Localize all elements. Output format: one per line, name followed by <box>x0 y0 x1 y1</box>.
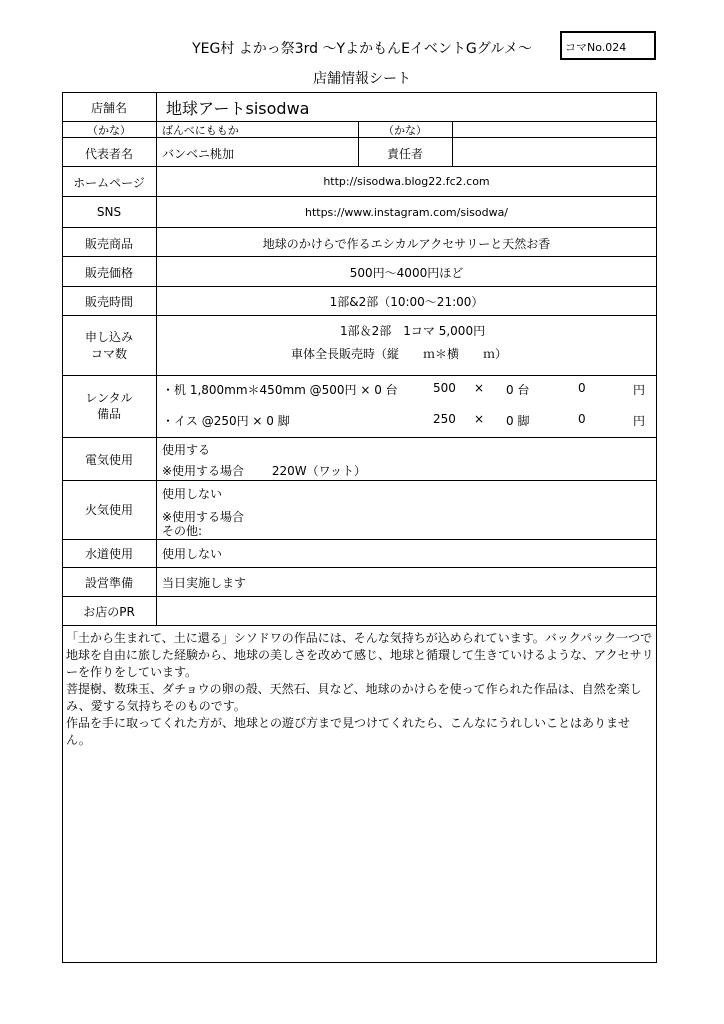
rental-desk-item: ・机 1,800mm＊450mm @500円 × 0 台 <box>162 383 398 397</box>
electricity-label: 電気使用 <box>84 453 133 467</box>
row-divider <box>62 166 657 167</box>
sns-label: SNS <box>96 205 122 219</box>
row-divider <box>62 315 657 316</box>
rental-desk-total: 0 <box>578 381 586 395</box>
row-divider <box>62 567 657 568</box>
application-label-line2: コマ数 <box>90 347 127 361</box>
rental-chair-item: ・イス @250円 × 0 脚 <box>162 414 290 428</box>
products-value: 地球のかけらで作るエシカルアクセサリーと天然お香 <box>262 237 551 251</box>
price-label: 販売価格 <box>84 266 133 280</box>
homepage-url: http://sisodwa.blog22.fc2.com <box>323 175 490 188</box>
rental-desk-qty: 0 台 <box>506 383 530 397</box>
products-label: 販売商品 <box>84 237 133 251</box>
fire-label: 火気使用 <box>84 503 133 517</box>
fire-line2: ※使用する場合 <box>162 510 245 524</box>
kana-label: （かな） <box>87 124 131 137</box>
rental-chair-x: × <box>474 412 485 426</box>
row-divider <box>62 256 657 257</box>
row-divider <box>62 437 657 438</box>
electricity-line2: ※使用する場合 220W（ワット） <box>162 464 367 478</box>
kana-label-2: （かな） <box>383 124 427 137</box>
koma-number-box: コマNo.024 <box>560 31 656 60</box>
sheet-title: 店舗情報シート <box>313 71 411 87</box>
shop-name-value: 地球アートsisodwa <box>166 99 310 118</box>
row-divider <box>62 286 657 287</box>
column-divider <box>156 92 157 625</box>
price-value: 500円〜4000円ほど <box>349 266 464 280</box>
homepage-label: ホームページ <box>73 176 145 190</box>
representative-value: バンベニ桃加 <box>162 147 235 161</box>
sns-url: https://www.instagram.com/sisodwa/ <box>304 206 509 219</box>
water-value: 使用しない <box>162 547 223 561</box>
hours-label: 販売時間 <box>84 295 133 309</box>
manager-label: 責任者 <box>386 147 423 161</box>
rental-label-line2: 備品 <box>96 407 121 421</box>
event-title: YEG村 よかっ祭3rd 〜YよかもんEイベントGグルメ〜 <box>192 41 532 57</box>
rental-desk-x: × <box>474 381 485 395</box>
pr-paragraph: 作品を手に取ってくれた方が、地球との遊び方まで見つけてくれたら、こんなにうれしいことはありません。 <box>66 716 631 747</box>
row-divider <box>62 625 657 626</box>
pr-paragraph: 菩提樹、数珠玉、ダチョウの卵の殻、天然石、貝など、地球のかけらを使って作られた作品は、自然を楽しみ、愛する気持ちそのものです。 <box>66 682 642 713</box>
rental-chair-yen: 円 <box>633 414 646 428</box>
row-divider <box>62 480 657 481</box>
fire-line1: 使用しない <box>162 487 223 501</box>
row-divider <box>62 196 657 197</box>
row-divider <box>62 227 657 228</box>
fire-line3: その他: <box>162 524 203 538</box>
application-label-line1: 申し込み <box>84 330 133 344</box>
form-frame <box>62 92 657 963</box>
setup-label: 設営準備 <box>84 576 133 590</box>
water-label: 水道使用 <box>84 547 133 561</box>
rental-chair-unit: 250 <box>433 412 456 426</box>
hours-value: 1部&2部（10:00〜21:00） <box>329 295 484 309</box>
setup-value: 当日実施します <box>162 576 247 590</box>
rental-desk-yen: 円 <box>633 383 646 397</box>
row-divider <box>62 596 657 597</box>
pr-label: お店のPR <box>83 605 135 619</box>
row-divider <box>62 375 657 376</box>
pr-text <box>66 630 654 749</box>
representative-label: 代表者名 <box>84 147 133 161</box>
electricity-line1: 使用する <box>162 443 211 457</box>
kana-value: ばんべにももか <box>162 124 239 137</box>
column-divider <box>452 121 453 166</box>
pr-paragraph: 「土から生まれて、土に還る」シソドワの作品には、そんな気持ちが込められています。バックパック一つで地球を自由に旅した経験から、地球の美しさを改めて感じ、地球と循環して生きていけるような、アクセサリーを作りをしています。 <box>66 631 654 679</box>
application-line2: 車体全長販売時（縦 ｍ＊横 ｍ） <box>291 347 508 361</box>
rental-chair-total: 0 <box>578 412 586 426</box>
rental-label-line1: レンタル <box>85 391 133 405</box>
row-divider <box>62 539 657 540</box>
shop-name-label: 店舗名 <box>90 101 127 115</box>
rental-desk-unit: 500 <box>433 381 456 395</box>
application-line1: 1部＆2部 1コマ 5,000円 <box>340 324 486 338</box>
rental-chair-qty: 0 脚 <box>506 414 530 428</box>
